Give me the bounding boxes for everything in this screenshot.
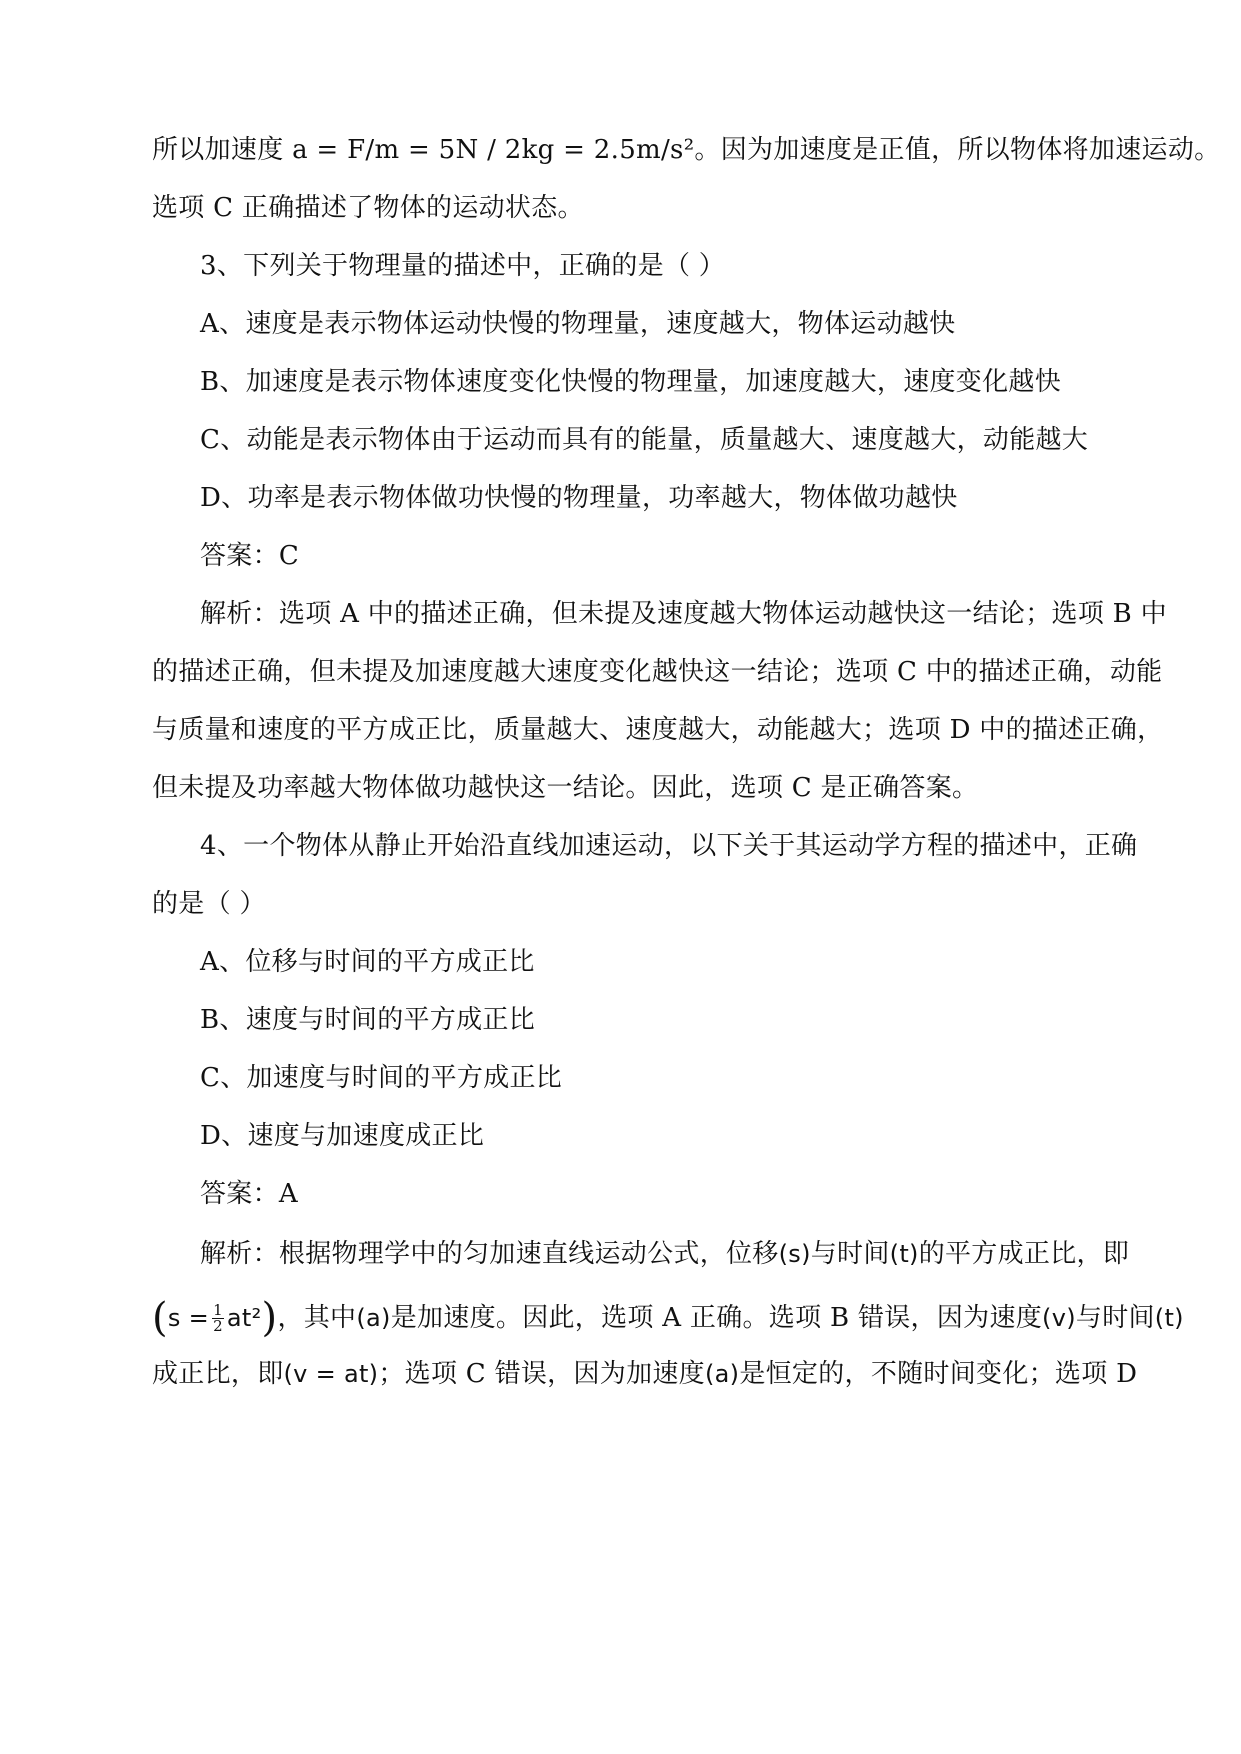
paragraph-line: 选项 C 正确描述了物体的运动状态。: [152, 193, 584, 223]
math-at2: at²: [226, 1304, 262, 1332]
text-segment: 与时间: [1075, 1303, 1155, 1333]
question-3-stem: 3、下列关于物理量的描述中，正确的是（ ）: [200, 251, 726, 281]
math-v-eq-at: (v = at): [283, 1360, 379, 1388]
paragraph-line: [152, 712, 1164, 748]
paragraph-line: 但未提及功率越大物体做功越快这一结论。因此，选项 C 是正确答案。: [152, 773, 979, 803]
paragraph-line: [152, 1356, 1138, 1392]
math-a: (a): [356, 1304, 391, 1332]
question-4-option-c: C、加速度与时间的平方成正比: [200, 1063, 563, 1093]
text-segment: 即: [1102, 1239, 1130, 1269]
math-s: (s): [778, 1240, 811, 1268]
text-segment: 所以加速度 a = F/m = 5N / 2kg = 2.5m/s²。: [152, 135, 721, 165]
math-v: (v): [1042, 1304, 1076, 1332]
right-paren: ): [261, 1295, 278, 1341]
question-4-answer: 答案：A: [200, 1179, 298, 1209]
question-3-answer: 答案：C: [200, 541, 300, 571]
fraction-numerator: 1: [213, 1300, 223, 1319]
paragraph-line: [152, 654, 1163, 690]
math-a: (a): [704, 1360, 740, 1388]
text-segment: 是恒定的，不随时间变化；选项 D: [739, 1359, 1138, 1389]
question-4-option-a: A、位移与时间的平方成正比: [200, 947, 535, 977]
text-segment: ；选项 C 错误，因为加速度: [378, 1359, 705, 1389]
text-segment: 选项 B 中: [1051, 599, 1167, 629]
left-paren: (: [152, 1295, 168, 1341]
paragraph-line: [152, 1295, 1184, 1341]
question-3-option-d: D、功率是表示物体做功快慢的物理量，功率越大，物体做功越快: [200, 483, 958, 513]
text-segment: 解析：根据物理学中的匀加速直线运动公式，位移: [200, 1239, 779, 1269]
question-4-stem: [200, 828, 1138, 864]
paragraph-line: 的是（ ）: [152, 889, 266, 919]
formula-displacement: [152, 1295, 278, 1341]
question-3-option-c: C、动能是表示物体由于运动而具有的能量，质量越大、速度越大，动能越大: [200, 425, 1089, 455]
fraction-denominator: 2: [213, 1316, 223, 1335]
question-3-explanation: [200, 596, 1167, 632]
question-4-option-d: D、速度与加速度成正比: [200, 1121, 485, 1151]
math-t: (t): [889, 1240, 919, 1268]
text-segment: ，其中: [277, 1303, 357, 1333]
text-segment: 是加速度。因此，选项 A 正确。选项 B 错误，因为速度: [390, 1303, 1043, 1333]
text-segment: 的描述正确，但未提及加速度越大速度变化越快这一结论；: [152, 657, 836, 687]
math-s-eq: s =: [167, 1304, 210, 1332]
text-segment: 成正比，即: [152, 1359, 284, 1389]
text-segment: 选项 D 中的描述正确，: [888, 715, 1164, 745]
text-segment: 因为加速度是正值，所以物体将加速运动。: [720, 135, 1221, 165]
math-t: (t): [1154, 1304, 1184, 1332]
text-segment: 选项 C 中的描述正确，动能: [835, 657, 1163, 687]
paragraph-line: [152, 132, 1221, 168]
text-segment: 与时间: [810, 1239, 890, 1269]
text-segment: 正确: [1084, 831, 1138, 861]
question-4-explanation: [200, 1236, 1130, 1272]
question-3-option-b: B、加速度是表示物体速度变化快慢的物理量，加速度越大，速度变化越快: [200, 367, 1062, 397]
question-4-option-b: B、速度与时间的平方成正比: [200, 1005, 536, 1035]
text-segment: 4、一个物体从静止开始沿直线加速运动，以下关于其运动学方程的描述中，: [200, 831, 1085, 861]
text-segment: 与质量和速度的平方成正比，质量越大、速度越大，动能越大；: [152, 715, 889, 745]
text-segment: 的平方成正比，: [918, 1239, 1103, 1269]
question-3-option-a: A、速度是表示物体运动快慢的物理量，速度越大，物体运动越快: [200, 309, 956, 339]
fraction-half: [212, 1300, 224, 1335]
text-segment: 解析：选项 A 中的描述正确，但未提及速度越大物体运动越快这一结论；: [200, 599, 1052, 629]
text-segment: [200, 1236, 1103, 1272]
